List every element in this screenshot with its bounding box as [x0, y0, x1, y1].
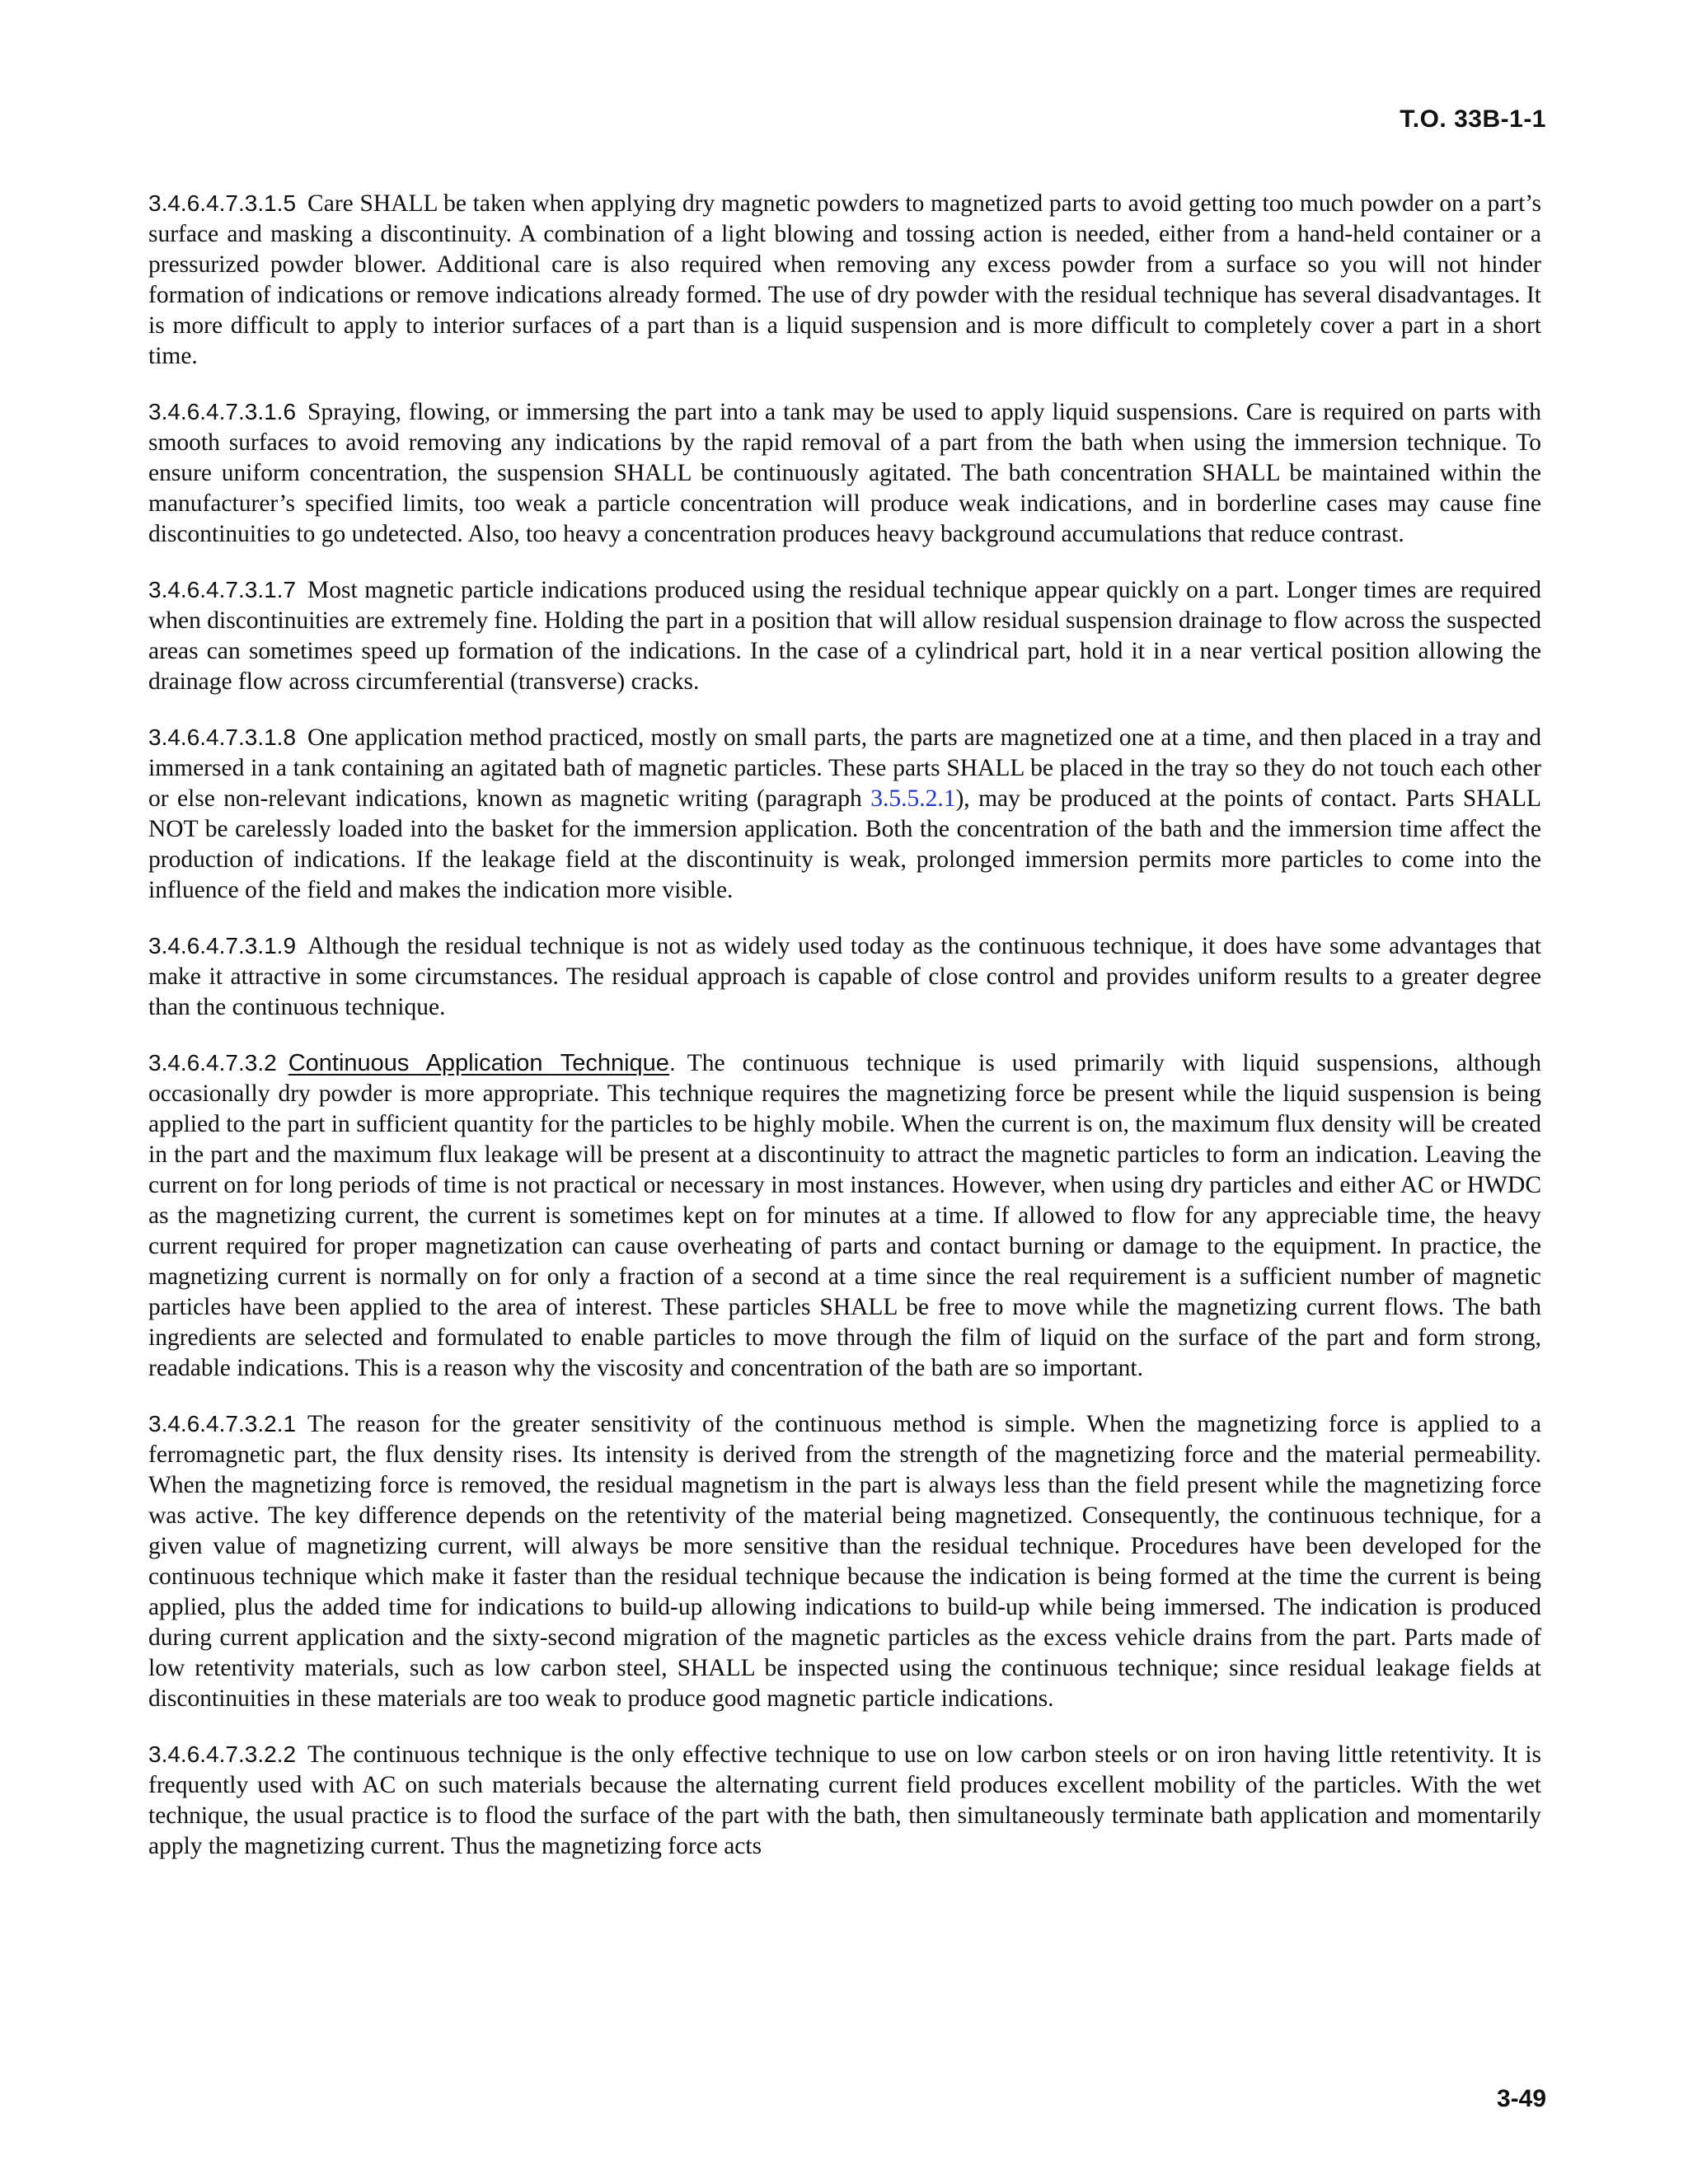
paragraph-3-4-6-4-7-3-2-2 — [148, 1739, 1541, 1862]
paragraph-number: 3.4.6.4.7.3.2.1 — [148, 1411, 297, 1436]
paragraph-text: Most magnetic particle indications produced using the residual technique appear quickly on a part. Longer times are required when discontinuities are extremely fine. Holding the part in a position that will allow residual suspension drainage to flow across the suspected areas can sometimes speed up formation of the indications. In the case of a cylindrical part, hold it in a near vertical position allowing the drainage flow across circumferential (transverse) cracks. — [148, 577, 1541, 695]
paragraph-text: Although the residual technique is not as widely used today as the continuous technique, it does have some advantages that make it attractive in some circumstances. The residual approach is capable of close control and provides uniform results to a greater degree than the continuous technique. — [148, 933, 1541, 1020]
paragraph-text: Care SHALL be taken when applying dry magnetic powders to magnetized parts to avoid getting too much powder on a part’s surface and masking a discontinuity. A combination of a light blowing and tossing action is needed, either from a hand-held container or a pressurized powder blower. Additional care is also required when removing any excess powder from a surface so you will not hinder formation of indications or remove indications already formed. The use of dry powder with the residual technique has several disadvantages. It is more difficult to apply to interior surfaces of a part than is a liquid suspension and is more difficult to completely cover a part in a short time. — [148, 190, 1541, 369]
page-body — [148, 188, 1541, 1886]
section-title-period: . — [668, 1050, 676, 1076]
document-id-header: T.O. 33B-1-1 — [1400, 105, 1546, 133]
paragraph-text: The continuous technique is used primarily with liquid suspensions, although occasionally dry powder is more appropriate. This technique requires the magnetizing force be present while the liquid suspension is being applied to the part in sufficient quantity for the particles to be highly mobile. When the current is on, the maximum flux density will be created in the part and the maximum flux leakage will be present at a discontinuity to attract the magnetic particles to form an indication. Leaving the current on for long periods of time is not practical or necessary in most instances. However, when using dry particles and either AC or HWDC as the magnetizing current, the current is sometimes kept on for minutes at a time. If allowed to flow for any appreciable time, the heavy current required for proper magnetization can cause overheating of parts and contact burning or damage to the equipment. In practice, the magnetizing current is normally on for only a fraction of a second at a time since the real requirement is a sufficient number of magnetic particles have been applied to the area of interest. These particles SHALL be free to move while the magnetizing current flows. The bath ingredients are selected and formulated to enable particles to move through the film of liquid on the surface of the part and form strong, readable indications. This is a reason why the viscosity and concentration of the bath are so important. — [148, 1050, 1541, 1381]
paragraph-text: The reason for the greater sensitivity of the continuous method is simple. When the magnetizing force is applied to a ferromagnetic part, the flux density rises. Its intensity is derived from the strength of the magnetizing force and the material permeability. When the magnetizing force is removed, the residual magnetism in the part is always less than the field present while the magnetizing force was active. The key difference depends on the retentivity of the material being magnetized. Consequently, the continuous technique, for a given value of magnetizing current, will always be more sensitive than the residual technique. Procedures have been developed for the continuous technique which make it faster than the residual technique because the indication is being formed at the time the current is being applied, plus the added time for indications to build-up allowing indications to build-up while being immersed. The indication is produced during current application and the sixty-second migration of the magnetic particles as the excess vehicle drains from the part. Parts made of low retentivity materials, such as low carbon steel, SHALL be inspected using the continuous technique; since residual leakage fields at discontinuities in these materials are too weak to produce good magnetic particle indications. — [148, 1411, 1541, 1712]
paragraph-3-4-6-4-7-3-1-7 — [148, 574, 1541, 697]
paragraph-text: The continuous technique is the only effective technique to use on low carbon steels or on iron having little retentivity. It is frequently used with AC on such materials because the alternating current field produces excellent mobility of the particles. With the wet technique, the usual practice is to flood the surface of the part with the bath, then simultaneously terminate bath application and momentarily apply the magnetizing current. Thus the magnetizing force acts — [148, 1741, 1541, 1859]
page-number: 3-49 — [1496, 2085, 1546, 2112]
paragraph-number: 3.4.6.4.7.3.2.2 — [148, 1741, 297, 1767]
paragraph-number: 3.4.6.4.7.3.1.8 — [148, 724, 297, 750]
paragraph-number: 3.4.6.4.7.3.1.6 — [148, 399, 297, 424]
paragraph-3-4-6-4-7-3-1-5 — [148, 188, 1541, 372]
paragraph-3-4-6-4-7-3-2 — [148, 1047, 1541, 1384]
paragraph-text: One application method practiced, mostly on small parts, the parts are magnetized one at a time, and then placed in a tray and immersed in a tank containing an agitated bath of magnetic particles. These parts SHALL be placed in the tray so they do not touch each other or else non-relevant indications, known as magnetic writing (paragraph — [148, 724, 1541, 812]
paragraph-3-4-6-4-7-3-1-6 — [148, 396, 1541, 550]
paragraph-3-4-6-4-7-3-1-9 — [148, 930, 1541, 1023]
paragraph-number: 3.4.6.4.7.3.1.5 — [148, 190, 297, 216]
paragraph-number: 3.4.6.4.7.3.2 — [148, 1050, 277, 1076]
paragraph-reference-link[interactable]: 3.5.5.2.1 — [870, 785, 956, 812]
paragraph-3-4-6-4-7-3-1-8 — [148, 722, 1541, 906]
paragraph-text: Spraying, flowing, or immersing the part into a tank may be used to apply liquid suspensions. Care is required on parts with smooth surfaces to avoid removing any indications by the rapid removal of a part from the bath when using the immersion technique. To ensure uniform concentration, the suspension SHALL be continuously agitated. The bath concentration SHALL be maintained within the manufacturer’s specified limits, too weak a particle concentration will produce weak indications, and in borderline cases may cause fine discontinuities to go undetected. Also, too heavy a concentration produces heavy background accumulations that reduce contrast. — [148, 399, 1541, 547]
paragraph-number: 3.4.6.4.7.3.1.7 — [148, 577, 297, 602]
paragraph-text: ), may be produced at the points of contact. Parts SHALL NOT be carelessly loaded into the basket for the immersion application. Both the concentration of the bath and the immersion time affect the production of indications. If the leakage field at the discontinuity is weak, prolonged immersion permits more particles to come into the influence of the field and makes the indication more visible. — [148, 785, 1541, 903]
section-title: Continuous Application Technique — [288, 1050, 669, 1076]
paragraph-number: 3.4.6.4.7.3.1.9 — [148, 933, 297, 958]
paragraph-3-4-6-4-7-3-2-1 — [148, 1408, 1541, 1714]
